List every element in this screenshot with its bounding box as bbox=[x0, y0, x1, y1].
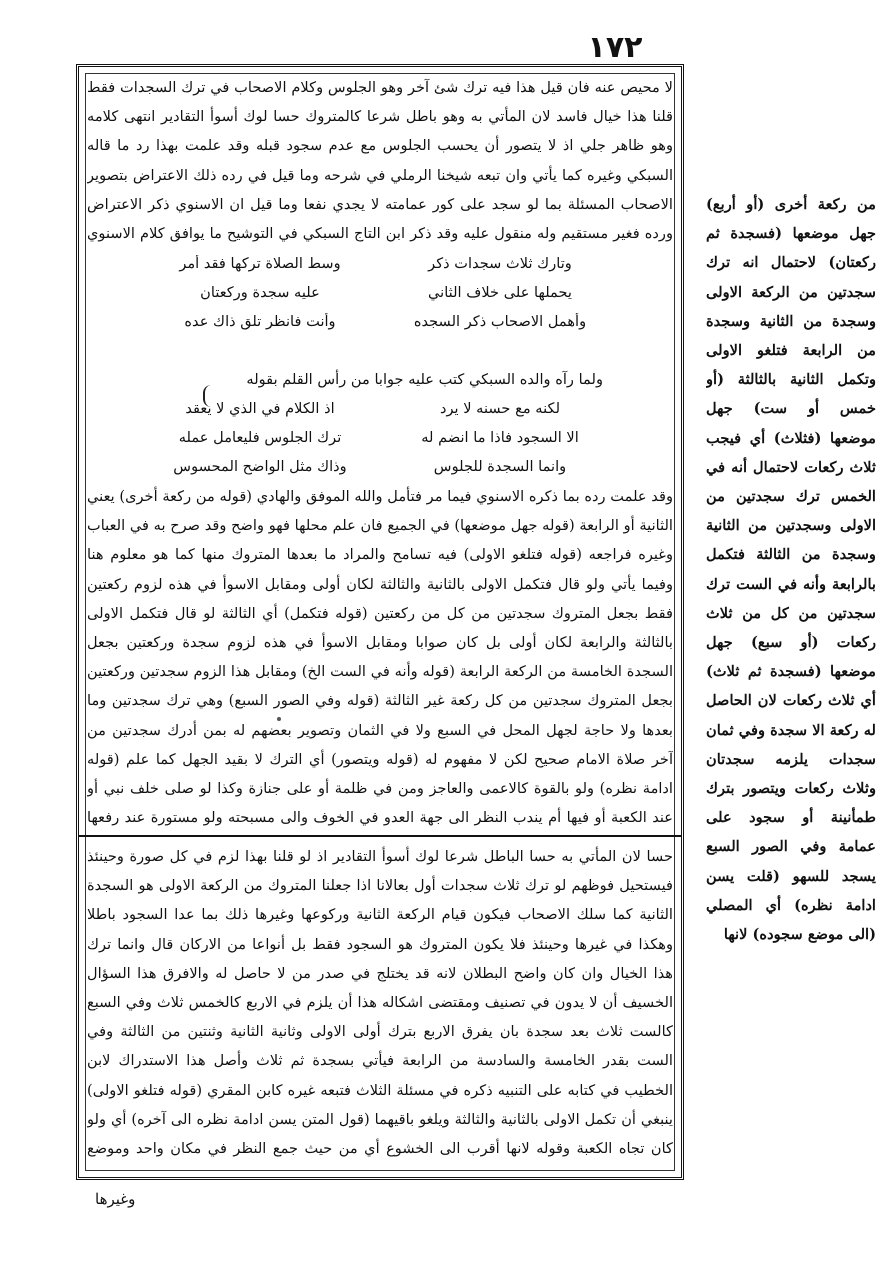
poem-block-1 bbox=[87, 249, 673, 365]
verse-first-hemistich: لكنه مع حسنه لا يرد bbox=[439, 400, 561, 417]
poem-verse bbox=[87, 249, 673, 278]
ink-dot bbox=[277, 717, 281, 721]
verse-second-hemistich: وسط الصلاة تركها فقد أمر bbox=[179, 255, 341, 272]
lower-commentary: حسا لان المأتي به حسا الباطل شرعا لوك أسوأ التقادير اذ لو قلنا بهذا لزم في كل صورة وحينئذ فيستحيل فوظهم لو ترك ثلاث سجدات أول بعالانا اذا جعلنا المتروك من الركعة الاولى هو السجدة الثانية كما سلك الاصحاب فيكون قيام الركعة الثانية وركوعها وغيرها ذلك بما عدا السجود باطلا وهكذا في غيرها وحينئذ فلا يكون المتروك هو السجود فقط بل أنواعا من الاركان قال وانما ترك هذا الخيال وان كان واضح البطلان لانه قد يختلج في صدر من لا حاصل له والافرق هذا السؤال الخسيف أن لا يدون في تصنيف ومقتضى اشكاله هذا أن يلزم في الاربع كالخمس ثلاث وفي السبع كالست ثلاث بعد سجدة بان يفرق الاربع بترك أولى الاولى وثانية الثانية وثنتين من الثالثة وفي الست بقدر الخامسة والسادسة من الرابعة فيأتي بسجدة ثم ثلاث وأصل هذا الاستدراك لابن الخطيب في كتابه على التنبيه ذكره في مسئلة الثلاث فتبعه غيره كابن المقري (قوله فتلغو الاولى) ينبغي أن تكمل الاولى بالثانية والثالثة ويلغو باقيهما (قول المتن يسن ادامة نظره الى آخره) أي ولو كان تجاه الكعبة وقوله لانها أقرب الى الخشوع أي من حيث جمع النظر في مكان واحد وموضع bbox=[87, 848, 673, 1158]
verse-first-hemistich: وأهمل الاصحاب ذكر السجده bbox=[413, 313, 587, 330]
footer-catchword: وغيرها bbox=[95, 1190, 136, 1208]
poem-verse bbox=[87, 278, 673, 307]
verse-second-hemistich: وأنت فانظر تلق ذاك عده bbox=[184, 313, 336, 330]
verse-second-hemistich: ترك الجلوس فليعامل عمله bbox=[178, 429, 342, 446]
poem-verse bbox=[87, 423, 673, 452]
page-number: ١٧٢ bbox=[587, 30, 643, 65]
verse-second-hemistich: اذ الكلام في الذي لا يعقد bbox=[185, 400, 335, 417]
middle-commentary: وقد علمت رده بما ذكره الاسنوي فيما مر فتأمل والله الموفق والهادي (قوله من ركعة أخرى) يعني الثانية أو الرابعة (قوله جهل موضعها) في الجميع فان علم محلها فهو واضح وقد صرح به في العباب وغيره فراجعه (قوله فتلغو الاولى) فيه تسامح والمراد ما بعدها المتروك منها كما هو معلوم هنا وفيما يأتي ولو قال فتكمل الاولى بالثانية والثالثة لكان أولى ومقابل الاسوأ في هذه لزوم ركعتين فقط بجعل المتروك سجدتين من كل من ركعتين (قوله فتكمل) أي الثالثة لو قال فتكمل الاولى بالثالثة والرابعة لكان أولى بل كان صوابا ومقابل الاسوأ في هذه لزوم سجدة وركعتين بجعل السجدة الخامسة من الركعة الرابعة (قوله وأنه في الست الخ) ومقابل هذا الزوم سجدتين وركعتين بجعل المتروك سجدتين من كل ركعة غير الثالثة (قوله وفي الصور السبع) وهي ترك سجدتين وما بعدها ولا حاجة لجهل المحل في السبع ولا في الثمان وتصوير بعضهم له بمن أدرك سجدتين من آخر صلاة الامام صحيح لكن لا مفهوم له (قوله ويتصور) أي الترك لا بقيد الجهل كما علم (قوله ادامة نظره) ولو بالقوة كالاعمى والعاجز ومن في ظلمة أو على جنازة وكذا لو صلى خلف نبي أو عند الكعبة أو فيها أم يندب النظر الى جهة العدو في الخوف والى مسبحته ولو مستورة عند رفعها bbox=[87, 488, 673, 827]
poem-verse bbox=[87, 307, 673, 336]
poem-verse bbox=[87, 452, 673, 481]
poem-intro: ولما رآه والده السبكي كتب عليه جوابا من رأس القلم بقوله bbox=[246, 371, 603, 388]
side-matn-column: من ركعة أخرى (أو أربع) جهل موضعها (فسجدة ثم ركعتان) لاحتمال انه ترك سجدتين من الركعة الاولى وسجدة من الثانية وسجدة من الرابعة فتلغو الاولى وتكمل الثانية بالثالثة (أو خمس أو ست) جهل موضعها (فثلاث) أي فيجب ثلاث ركعات لاحتمال أنه في الخمس ترك سجدتين من الاولى وسجدتين من الثانية وسجدة من الثالثة فتكمل بالرابعة وأنه في الست ترك سجدتين من كل من ثلاث ركعات (أو سبع) جهل موضعها (فسجدة ثم ثلاث) أي ثلاث ركعات لان الحاصل له ركعة الا سجدة وفي ثمان سجدات يلزمه سجدتان وثلاث ركعات ويتصور بترك طمأنينة أو سجود على عمامة وفي الصور السبع يسجد للسهو (قلت يسن ادامة نظره) أي المصلي (الى موضع سجوده) لانها bbox=[706, 196, 876, 944]
main-text-frame bbox=[76, 64, 684, 1180]
section-divider bbox=[79, 835, 681, 837]
poem-verse bbox=[87, 394, 673, 423]
upper-commentary: لا محيص عنه فان قيل هذا فيه ترك شئ آخر وهو الجلوس وكلام الاصحاب في ترك السجدات فقط قلنا هذا خيال فاسد لان المأتي به وهو باطل شرعا كالمتروك حسا لوك أسوأ التقادير انتهى كلامه وهو ظاهر جلي اذ لا يتصور أن يحسب الجلوس مع عدم سجود قبله وقد علمت بهذا رد ما قاله السبكي وغيره كما يأتي وان تبعه شيخنا الرملي في شرحه وما قيل في رده ذلك الاعتراض بتصوير الاصحاب المسئلة بما لو سجد على كور عمامته لا يجدي نفعا وما قيل ان الاسنوي ذكر الاعتراض ورده فغير مستقيم وله منقول عليه وقد ذكر ابن التاج السبكي في التوشيح ما يوافق كلام الاسنوي bbox=[87, 79, 673, 243]
verse-first-hemistich: الا السجود فاذا ما انضم له bbox=[421, 429, 579, 446]
verse-first-hemistich: وتارك ثلاث سجدات ذكر bbox=[428, 255, 572, 272]
poem-block-2 bbox=[87, 394, 673, 482]
verse-first-hemistich: يحملها على خلاف الثاني bbox=[428, 284, 572, 301]
verse-second-hemistich: وذاك مثل الواضح المحسوس bbox=[173, 458, 347, 475]
verse-second-hemistich: عليه سجدة وركعتان bbox=[200, 284, 320, 301]
verse-first-hemistich: وانما السجدة للجلوس bbox=[433, 458, 567, 475]
